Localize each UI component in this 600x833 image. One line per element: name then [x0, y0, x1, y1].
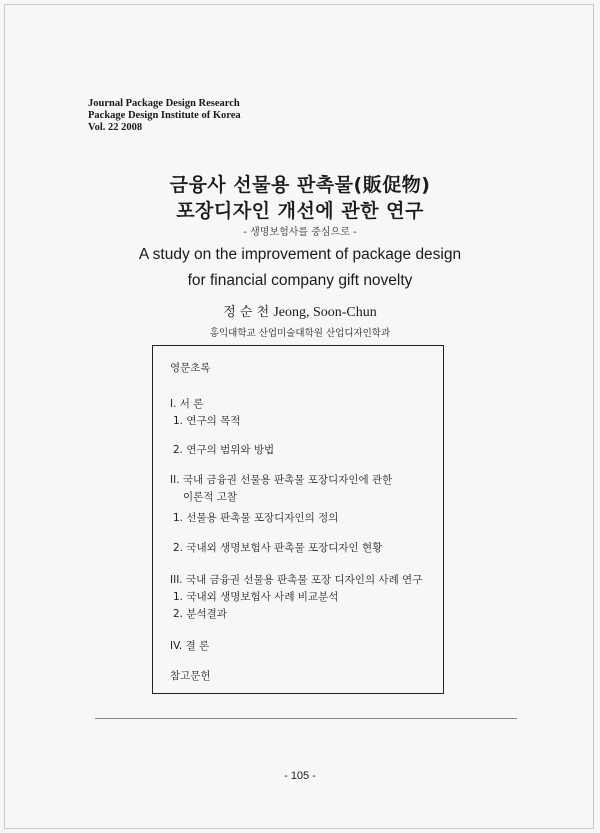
- korean-subtitle: - 생명보험사를 중심으로 -: [243, 227, 357, 238]
- toc-section-3: III. 국내 금융권 선물용 판촉물 포장 디자인의 사례 연구: [170, 574, 423, 586]
- korean-title-line-1: 금융사 선물용 판촉물(販促物): [169, 174, 431, 196]
- toc-references: 참고문헌: [170, 670, 211, 682]
- toc-section-3-1: 1. 국내외 생명보험사 사례 비교분석: [173, 591, 339, 603]
- journal-volume: Vol. 22 2008: [88, 122, 143, 133]
- author-name-korean: 정 순 천: [223, 305, 270, 320]
- toc-section-1: I. 서 론: [170, 398, 204, 410]
- toc-abstract: 영문초록: [170, 362, 211, 374]
- toc-section-1-2: 2. 연구의 범위와 방법: [173, 444, 275, 456]
- toc-section-1-1: 1. 연구의 목적: [173, 415, 241, 427]
- toc-section-3-2: 2. 분석결과: [173, 608, 227, 620]
- toc-section-2-continued: 이론적 고찰: [183, 491, 238, 503]
- english-title-line-2: for financial company gift novelty: [187, 272, 413, 289]
- title-block: [0, 172, 600, 292]
- author-affiliation: 홍익대학교 산업미술대학원 산업디자인학과: [209, 328, 391, 339]
- toc-section-2-2: 2. 국내외 생명보험사 판촉물 포장디자인 현황: [173, 542, 383, 554]
- journal-name: Journal Package Design Research: [88, 98, 240, 109]
- toc-section-4: IV. 결 론: [170, 640, 210, 652]
- toc-section-2: II. 국내 금융권 선물용 판촉물 포장디자인에 관한: [170, 474, 393, 486]
- journal-info: [88, 98, 241, 134]
- journal-publisher: Package Design Institute of Korea: [88, 110, 241, 121]
- english-title-line-1: A study on the improvement of package design: [138, 246, 462, 263]
- author-block: [0, 305, 600, 341]
- korean-title-line-2: 포장디자인 개선에 관한 연구: [176, 200, 424, 222]
- toc-section-2-1: 1. 선물용 판촉물 포장디자인의 정의: [173, 512, 339, 524]
- author-name-english: Jeong, Soon-Chun: [273, 305, 377, 320]
- page-number: - 105 -: [284, 770, 316, 782]
- author-name: [0, 305, 600, 321]
- footer-divider: [95, 718, 517, 719]
